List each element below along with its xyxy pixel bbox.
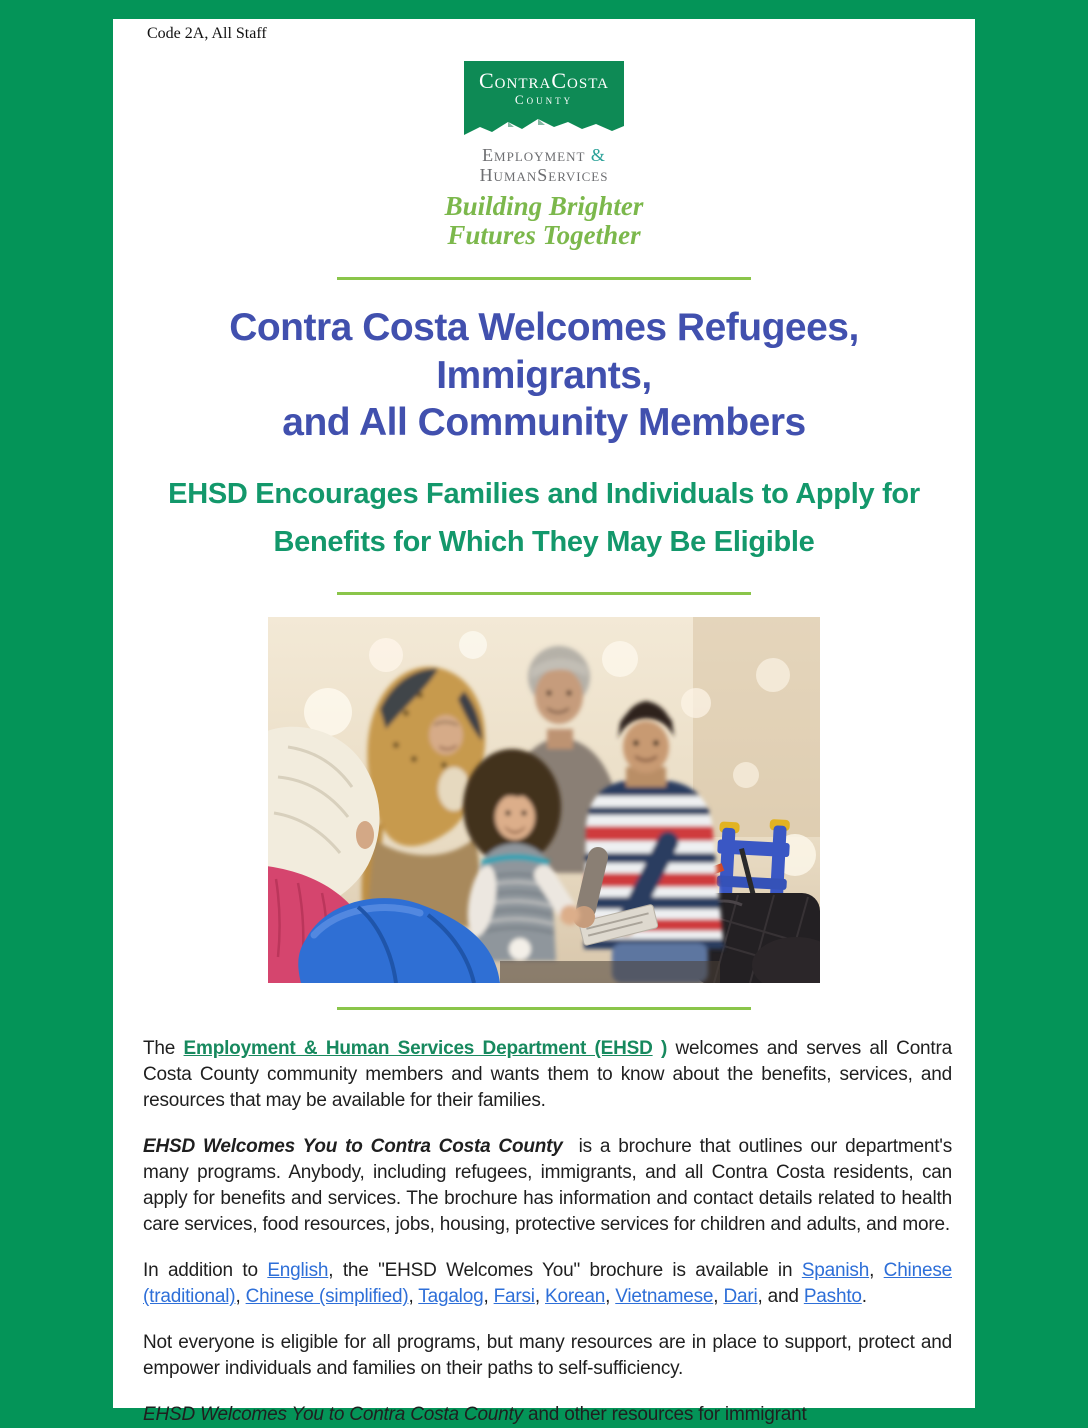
language-link-chinese-simplified[interactable]: Chinese (simplified) <box>245 1286 409 1308</box>
paragraph-brochure <box>143 1134 952 1238</box>
department-name <box>113 146 975 186</box>
section-divider-bottom <box>337 1007 751 1010</box>
text-segment: , the "EHSD Welcomes You" brochure is available in <box>328 1260 802 1282</box>
mountain-silhouette-icon <box>464 115 624 141</box>
text-segment: Not everyone is eligible for all programs, but many resources are in place to support, protect and empower individuals and families on their paths to self-sufficiency. <box>143 1332 952 1380</box>
tagline-line2: Futures Together <box>447 220 641 251</box>
language-link-pashto[interactable]: Pashto <box>803 1286 862 1308</box>
text-segment: welcomes and serves all Contra Costa County community members and wants them to know about the benefits, services, and resources that may be available for their families. <box>143 1038 952 1112</box>
text-segment: , <box>534 1286 546 1308</box>
headline-line1: Contra Costa Welcomes Refugees, Immigrants, <box>229 305 859 397</box>
ehsd-department-link[interactable]: Employment & Human Services Department (EHSD <box>183 1038 653 1060</box>
tagline-line1: Building Brighter <box>444 190 644 221</box>
paragraph-intro <box>143 1036 952 1114</box>
language-link-tagalog[interactable]: Tagalog <box>418 1286 484 1308</box>
family-photo <box>268 617 820 983</box>
text-segment: , <box>713 1286 724 1308</box>
language-link-english[interactable]: English <box>267 1260 329 1282</box>
headline <box>133 304 955 447</box>
subheadline-line2: Benefits for Which They May Be Eligible <box>273 525 815 558</box>
logo-county-label: County <box>514 92 574 107</box>
section-divider-top <box>337 277 751 280</box>
ehsd-logo <box>113 61 975 251</box>
language-link-spanish[interactable]: Spanish <box>801 1260 870 1282</box>
code-note: Code 2A, All Staff <box>147 25 267 42</box>
text-segment: , <box>235 1286 246 1308</box>
language-link-chinese-traditional[interactable]: Chinese (traditional) <box>143 1260 952 1308</box>
text-segment: is a brochure that outlines our department's many programs. Anybody, including refugees, immigrants, and all Contra Costa residents, can apply for benefits and services. The brochure has information and contact details related to health care services, food resources, jobs, housing, protective services for children and adults, and more. <box>143 1136 952 1236</box>
dept-ampersand: & <box>590 145 606 165</box>
body-text <box>143 1036 952 1428</box>
logo-tagline <box>113 192 975 251</box>
headline-line2: and All Community Members <box>282 401 806 445</box>
language-link-vietnamese[interactable]: Vietnamese <box>615 1286 714 1308</box>
dept-word-humanservices: HumanServices <box>479 164 609 185</box>
text-segment: EHSD Welcomes You to Contra Costa County <box>143 1136 563 1158</box>
text-segment: , <box>408 1286 419 1308</box>
email-page <box>113 19 975 1426</box>
text-segment: In addition to <box>143 1260 268 1282</box>
text-segment: . <box>861 1286 867 1308</box>
text-segment: , <box>483 1286 494 1308</box>
section-divider-middle <box>337 592 751 595</box>
language-link-dari[interactable]: Dari <box>723 1286 758 1308</box>
text-segment: , <box>605 1286 616 1308</box>
county-logo-mark <box>464 61 624 141</box>
dept-word-employment: Employment <box>482 145 591 165</box>
text-segment: , and <box>757 1286 804 1308</box>
text-segment: ) <box>652 1038 668 1060</box>
subheadline-line1: EHSD Encourages Families and Individuals to Apply for <box>168 477 920 510</box>
text-segment: and other resources for immigrant <box>522 1404 807 1426</box>
language-link-korean[interactable]: Korean <box>545 1286 606 1308</box>
text-segment: EHSD Welcomes You to Contra Costa County <box>143 1404 523 1426</box>
logo-org-name: ContraCosta <box>479 68 609 93</box>
subheadline <box>143 471 945 567</box>
paragraph-eligibility <box>143 1330 952 1382</box>
text-segment: , <box>869 1260 884 1282</box>
paragraph-languages <box>143 1258 952 1310</box>
language-link-farsi[interactable]: Farsi <box>493 1286 535 1308</box>
text-segment: The <box>143 1038 184 1060</box>
paragraph-resources <box>143 1402 952 1428</box>
